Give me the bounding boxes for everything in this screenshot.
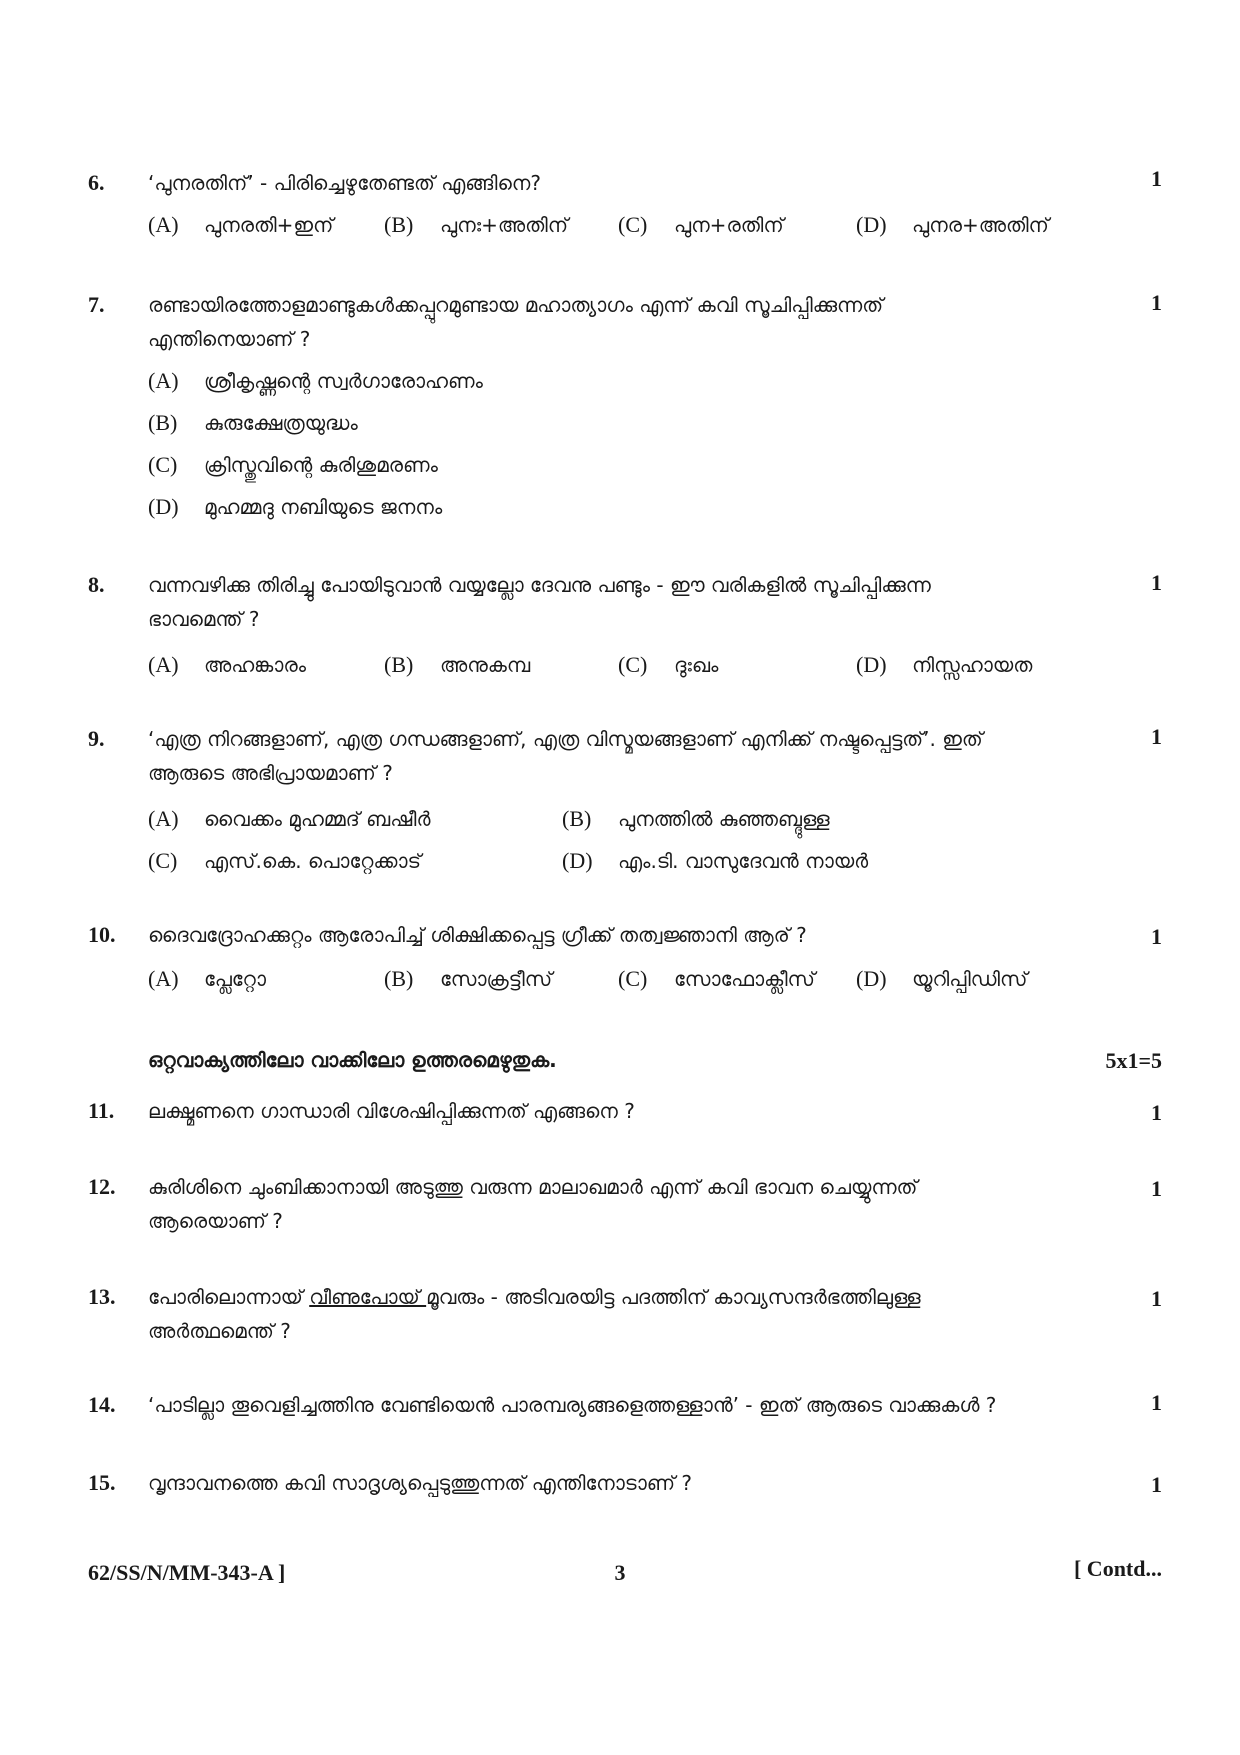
page-number: 3 <box>614 1560 626 1585</box>
question-text-line2: ഭാവമെന്ത് ? <box>148 607 260 631</box>
question-text-line1: വന്നവഴിക്കു തിരിച്ചു പോയിടുവാൻ വയ്യല്ലോ ദേവനു പണ്ടും - ഈ വരികളിൽ സൂചിപ്പിക്കുന്ന <box>148 573 931 597</box>
question-text-line2: എന്തിനെയാണ് ? <box>148 327 311 351</box>
question-text: ‘പാടില്ലാ തൂവെളിച്ചത്തിനു വേണ്ടിയെൻ പാരമ്പര്യങ്ങളെത്തള്ളാൻ’ - ഇത് ആരുടെ വാക്കുകൾ ? <box>148 1393 997 1417</box>
option-text: കുരുക്ഷേത്രയുദ്ധം <box>204 411 358 435</box>
option-text: സോക്രട്ടീസ് <box>440 967 553 991</box>
option-c <box>618 652 718 678</box>
option-a <box>148 966 266 992</box>
question-text-line1: രണ്ടായിരത്തോളമാണ്ടുകൾക്കപ്പുറമുണ്ടായ മഹാത്യാഗം എന്ന് കവി സൂചിപ്പിക്കുന്നത് <box>148 293 884 317</box>
option-text: ശ്രീകൃഷ്ണന്റെ സ്വർഗാരോഹണം <box>204 369 483 393</box>
option-d <box>148 494 442 520</box>
option-text: പ്ലേറ്റോ <box>204 967 266 991</box>
option-text: നിസ്സഹായത <box>912 653 1033 677</box>
option-a <box>148 368 483 394</box>
option-label: (C) <box>148 848 178 873</box>
question-text-line2: ആരുടെ അഭിപ്രായമാണ് ? <box>148 761 393 785</box>
question-marks: 1 <box>1151 290 1162 315</box>
option-text: ദുഃഖം <box>674 653 719 677</box>
question-text: ‘പുനരതിന്’ - പിരിച്ചെഴുതേണ്ടത് എങ്ങിനെ? <box>148 171 541 195</box>
option-label: (B) <box>562 806 592 831</box>
question-marks: 1 <box>1151 1176 1162 1201</box>
option-b <box>384 212 568 238</box>
option-label: (C) <box>618 966 648 991</box>
option-text: പുനരതി+ഇന് <box>204 213 334 237</box>
option-label: (A) <box>148 806 179 831</box>
question-marks: 1 <box>1151 1472 1162 1497</box>
option-c <box>148 848 421 874</box>
option-label: (D) <box>856 212 887 237</box>
option-text: സോഫോക്ലീസ് <box>674 967 815 991</box>
option-b <box>384 966 552 992</box>
option-label: (B) <box>384 212 414 237</box>
option-text: പുനത്തിൽ കുഞ്ഞബ്ദുള്ള <box>618 807 830 831</box>
option-a <box>148 806 431 832</box>
option-d <box>562 848 868 874</box>
option-label: (A) <box>148 212 179 237</box>
section-heading: ഒറ്റവാക്യത്തിലോ വാക്കിലോ ഉത്തരമെഴുതുക. <box>148 1048 557 1072</box>
option-label: (B) <box>148 410 178 435</box>
option-text: യൂറിപ്പിഡിസ് <box>912 967 1028 991</box>
option-text: പുനര+അതിന് <box>912 213 1049 237</box>
question-number: 6. <box>88 170 105 195</box>
question-marks: 1 <box>1151 924 1162 949</box>
option-a <box>148 652 306 678</box>
question-number: 7. <box>88 292 105 317</box>
question-marks: 1 <box>1151 570 1162 595</box>
question-text-line2: അർത്ഥമെന്ത് ? <box>148 1319 291 1343</box>
option-label: (B) <box>384 966 414 991</box>
question-number: 11. <box>88 1098 115 1123</box>
option-text: എസ്.കെ. പൊറ്റേക്കാട് <box>204 849 422 873</box>
option-text: എം.ടി. വാസുദേവൻ നായർ <box>618 849 869 873</box>
option-text: അനുകമ്പ <box>440 653 531 677</box>
option-label: (C) <box>618 212 648 237</box>
question-text: വൃന്ദാവനത്തെ കവി സാദൃശ്യപ്പെടുത്തുന്നത് എന്തിനോടാണ് ? <box>148 1471 692 1495</box>
section-marks: 5x1=5 <box>1105 1048 1162 1073</box>
option-label: (D) <box>856 652 887 677</box>
question-text-pre: പോരിലൊന്നായ് <box>148 1285 310 1309</box>
option-label: (D) <box>562 848 593 873</box>
question-marks: 1 <box>1151 724 1162 749</box>
question-number: 12. <box>88 1174 116 1199</box>
question-number: 9. <box>88 726 105 751</box>
paper-code: 62/SS/N/MM-343-A ] <box>88 1560 286 1585</box>
option-a <box>148 212 333 238</box>
option-b <box>148 410 358 436</box>
option-text: പുനഃ+അതിന് <box>440 213 569 237</box>
question-marks: 1 <box>1151 166 1162 191</box>
question-number: 10. <box>88 922 116 947</box>
question-text-line1: ‘എത്ര നിറങ്ങളാണ്, എത്ര ഗന്ധങ്ങളാണ്, എത്ര വിസ്മയങ്ങളാണ് എനിക്ക് നഷ്ടപ്പെട്ടത്’. ഇത് <box>148 727 983 751</box>
question-marks: 1 <box>1151 1390 1162 1415</box>
question-marks: 1 <box>1151 1100 1162 1125</box>
option-label: (A) <box>148 368 179 393</box>
option-text: മുഹമ്മദു നബിയുടെ ജനനം <box>204 495 443 519</box>
question-text: ലക്ഷ്മണനെ ഗാന്ധാരി വിശേഷിപ്പിക്കുന്നത് എങ്ങനെ ? <box>148 1099 635 1123</box>
option-d <box>856 966 1027 992</box>
option-label: (A) <box>148 966 179 991</box>
option-c <box>148 452 438 478</box>
question-number: 8. <box>88 572 105 597</box>
question-number: 15. <box>88 1470 116 1495</box>
option-text: ക്രിസ്തുവിന്റെ കുരിശുമരണം <box>204 453 438 477</box>
question-number: 14. <box>88 1392 116 1417</box>
question-text-line1 <box>148 1280 921 1314</box>
option-c <box>618 966 815 992</box>
contd-label: [ Contd... <box>1073 1556 1162 1581</box>
option-label: (B) <box>384 652 414 677</box>
option-text: വൈക്കം മുഹമ്മദ് ബഷീർ <box>204 807 431 831</box>
question-marks: 1 <box>1151 1286 1162 1311</box>
option-b <box>562 806 830 832</box>
question-text-post: മൂവരും - അടിവരയിട്ട പദത്തിന് കാവ്യസന്ദർഭത്തിലുള്ള <box>426 1285 921 1309</box>
question-text: ദൈവദ്രോഹക്കുറ്റം ആരോപിച്ച് ശിക്ഷിക്കപ്പെട്ട ഗ്രീക്ക് തത്വജ്ഞാനി ആര് ? <box>148 923 807 947</box>
option-label: (C) <box>618 652 648 677</box>
question-text-line2: ആരെയാണ് ? <box>148 1209 283 1233</box>
question-text-line1: കുരിശിനെ ചുംബിക്കാനായി അടുത്തു വരുന്ന മാലാഖമാർ എന്ന് കവി ഭാവന ചെയ്യുന്നത് <box>148 1175 918 1199</box>
option-label: (D) <box>148 494 179 519</box>
option-text: അഹങ്കാരം <box>204 653 307 677</box>
option-label: (D) <box>856 966 887 991</box>
option-d <box>856 652 1032 678</box>
option-b <box>384 652 530 678</box>
option-label: (C) <box>148 452 178 477</box>
option-d <box>856 212 1049 238</box>
underlined-word: വീണുപോയ് <box>309 1285 427 1309</box>
option-text: പുന+രതിന് <box>674 213 784 237</box>
option-c <box>618 212 784 238</box>
option-label: (A) <box>148 652 179 677</box>
question-number: 13. <box>88 1284 116 1309</box>
